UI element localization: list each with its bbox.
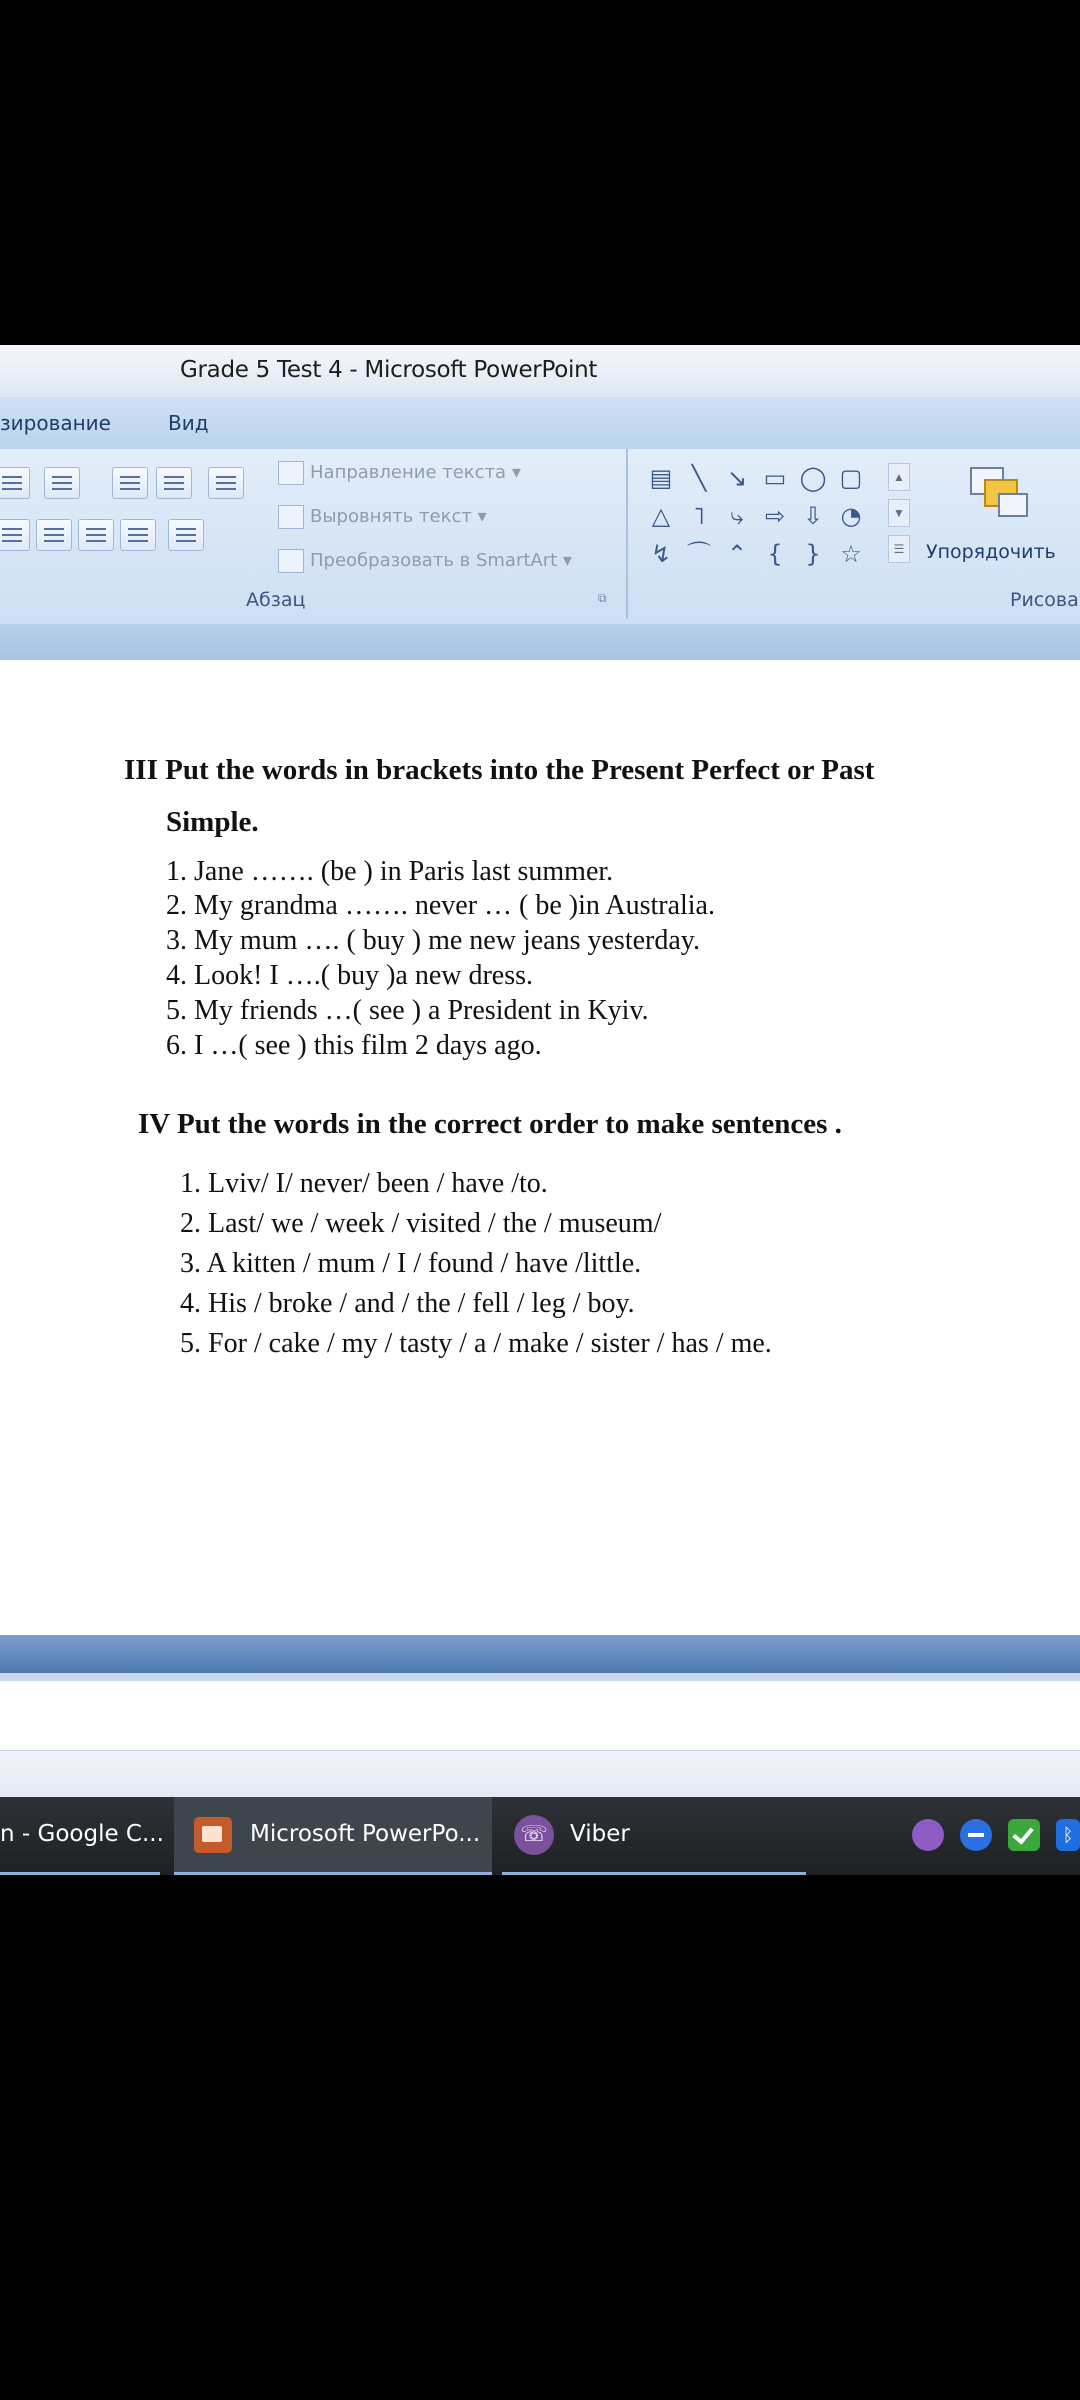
list-item: 6. I …( see ) this film 2 days ago. <box>166 1030 542 1061</box>
list-item: 2. Last/ we / week / visited / the / museum/ <box>180 1208 662 1239</box>
section3-title: III Put the words in brackets into the Present Perfect or Past <box>124 754 875 786</box>
list-item: 5. For / cake / my / tasty / a / make / sister / has / me. <box>180 1328 772 1359</box>
align-text-icon <box>278 505 304 529</box>
smartart-icon <box>278 549 304 573</box>
list-item: 2. My grandma ……. never … ( be )in Australia. <box>166 890 715 921</box>
list-item: 3. My mum …. ( buy ) me new jeans yesterday. <box>166 925 700 956</box>
powerpoint-icon <box>194 1817 232 1853</box>
text-direction-icon <box>278 461 304 485</box>
list-item: 4. His / broke / and / the / fell / leg / boy. <box>180 1288 635 1319</box>
justify-button[interactable] <box>120 519 156 551</box>
callout-shape-icon[interactable]: ◔ <box>840 502 862 530</box>
down-arrow-shape-icon[interactable]: ⇩ <box>802 502 824 530</box>
viber-tray-icon[interactable] <box>912 1819 944 1851</box>
tab-review[interactable]: зирование <box>0 411 111 435</box>
numbering-button[interactable] <box>44 467 80 499</box>
left-brace-shape-icon[interactable]: { <box>767 540 783 568</box>
taskbar-item-chrome[interactable]: n - Google C... <box>0 1797 164 1875</box>
status-bar-divider <box>0 1673 1080 1681</box>
text-direction-button[interactable]: Направление текста ▾ <box>278 461 521 485</box>
line-spacing-button[interactable] <box>208 467 244 499</box>
right-brace-shape-icon[interactable]: } <box>805 540 821 568</box>
arc-shape-icon[interactable]: ⌒ <box>687 540 711 568</box>
gallery-scroll-down-icon[interactable]: ▼ <box>888 499 910 527</box>
oval-shape-icon[interactable]: ◯ <box>799 464 827 492</box>
convert-smartart-button[interactable]: Преобразовать в SmartArt ▾ <box>278 549 572 573</box>
paragraph-group-label: Абзац <box>246 589 306 611</box>
taskbar <box>0 1797 1080 1875</box>
elbow-arrow-shape-icon[interactable]: ⤷ <box>730 502 744 530</box>
list-item: 1. Lviv/ I/ never/ been / have /to. <box>180 1168 548 1199</box>
star-shape-icon[interactable]: ☆ <box>840 540 862 568</box>
drawing-group-label: Рисова <box>1010 589 1079 611</box>
status-bar <box>0 1750 1080 1798</box>
gallery-scroll-up-icon[interactable]: ▲ <box>888 463 910 491</box>
bluetooth-tray-icon[interactable]: ᛒ <box>1056 1819 1080 1851</box>
tab-view[interactable]: Вид <box>168 411 209 435</box>
curve-shape-icon[interactable]: ⌃ <box>726 540 748 568</box>
decrease-indent-button[interactable] <box>112 467 148 499</box>
bullets-button[interactable] <box>0 467 30 499</box>
ribbon-tab-row <box>0 397 1080 449</box>
textbox-shape-icon[interactable]: ▤ <box>649 464 673 492</box>
list-item: 1. Jane ……. (be ) in Paris last summer. <box>166 856 614 887</box>
rectangle-shape-icon[interactable]: ▭ <box>763 464 787 492</box>
taskbar-item-viber[interactable]: ☏ Viber <box>502 1797 806 1875</box>
elbow-connector-shape-icon[interactable]: ˥ <box>693 502 705 530</box>
minus-tray-icon[interactable] <box>960 1819 992 1851</box>
line-shape-icon[interactable]: ╲ <box>691 464 707 492</box>
arrow-line-shape-icon[interactable]: ↘ <box>726 464 748 492</box>
align-text-button[interactable]: Выровнять текст ▾ <box>278 505 487 529</box>
section4-title: IV Put the words in the correct order to make sentences . <box>138 1108 842 1140</box>
rounded-rectangle-shape-icon[interactable]: ▢ <box>839 464 863 492</box>
window-title: Grade 5 Test 4 - Microsoft PowerPoint <box>180 357 598 383</box>
align-left-button[interactable] <box>0 519 30 551</box>
check-tray-icon[interactable] <box>1008 1819 1040 1851</box>
right-arrow-shape-icon[interactable]: ⇨ <box>764 502 786 530</box>
columns-button[interactable] <box>168 519 204 551</box>
lightning-shape-icon[interactable]: ↯ <box>650 540 672 568</box>
group-separator <box>626 449 628 619</box>
ribbon <box>0 449 1080 625</box>
ribbon-bottom-band <box>0 624 1080 660</box>
align-center-button[interactable] <box>36 519 72 551</box>
list-item: 3. A kitten / mum / I / found / have /little. <box>180 1248 642 1279</box>
window-title-bar <box>0 345 1080 397</box>
list-item: 4. Look! I ….( buy )a new dress. <box>166 960 534 991</box>
gallery-more-icon[interactable]: ☰ <box>888 535 910 563</box>
status-bar-band <box>0 1635 1080 1673</box>
viber-icon: ☏ <box>514 1815 554 1855</box>
triangle-shape-icon[interactable]: △ <box>651 502 671 530</box>
notes-area <box>0 1681 1080 1761</box>
list-item: 5. My friends …( see ) a President in Kyiv. <box>166 995 649 1026</box>
arrange-button[interactable]: Упорядочить <box>914 457 1080 587</box>
align-right-button[interactable] <box>78 519 114 551</box>
slide-canvas[interactable] <box>0 660 1080 1635</box>
taskbar-item-powerpoint[interactable]: Microsoft PowerPo... <box>174 1797 492 1875</box>
paragraph-dialog-launcher-icon[interactable]: ⧉ <box>598 591 607 605</box>
section3-title-cont: Simple. <box>166 806 259 838</box>
increase-indent-button[interactable] <box>156 467 192 499</box>
